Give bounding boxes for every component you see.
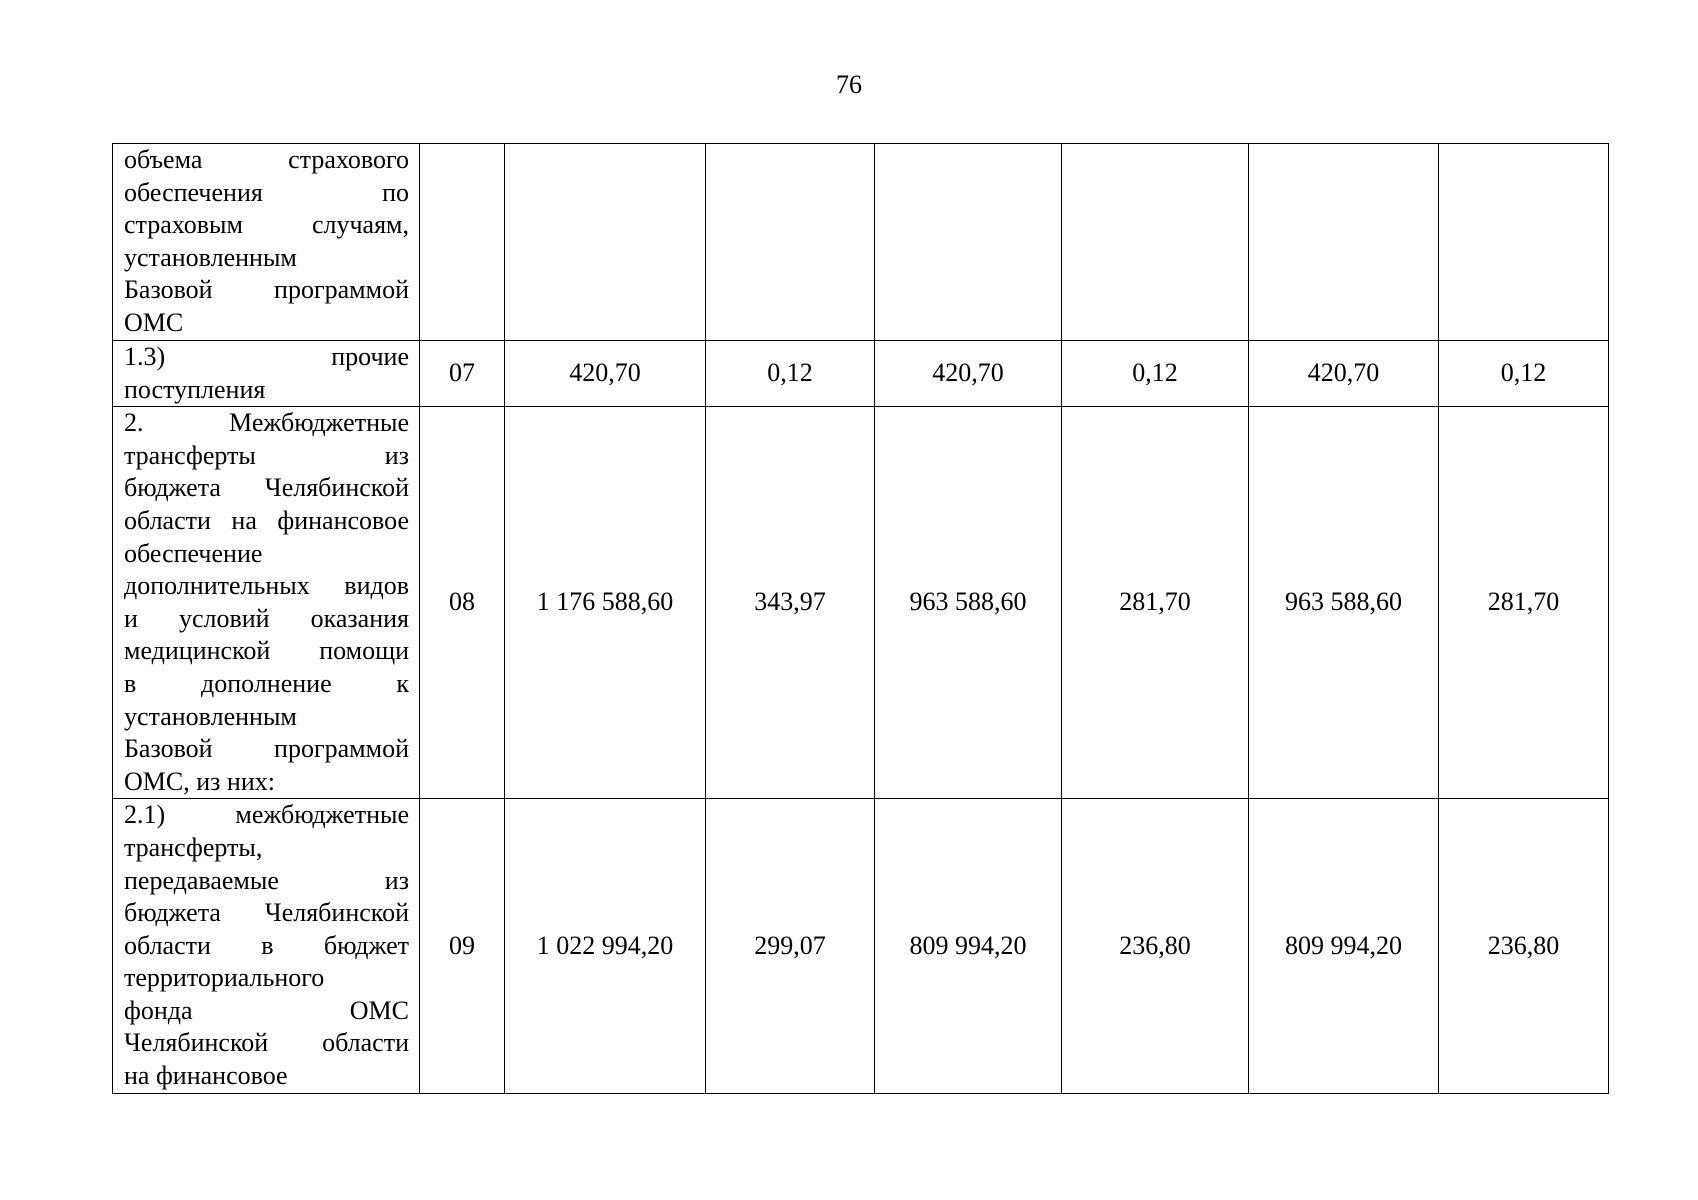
row-name-line: обеспечения по <box>124 177 409 207</box>
row-value-cell: 281,70 <box>1062 407 1249 799</box>
table-body <box>113 144 1609 1094</box>
row-code-cell: 09 <box>420 799 505 1094</box>
row-value-cell <box>1062 144 1249 341</box>
row-value-cell: 809 994,20 <box>875 799 1062 1094</box>
row-value-cell: 420,70 <box>1249 341 1439 407</box>
row-code-cell: 08 <box>420 407 505 799</box>
row-value-cell: 963 588,60 <box>1249 407 1439 799</box>
row-name-cell <box>113 407 420 799</box>
row-name-line: области на финансовое <box>124 505 409 535</box>
row-name-line: ОМС <box>124 307 184 337</box>
row-name-line: 1.3) прочие <box>124 342 409 371</box>
row-name-line: дополнительных видов <box>124 571 409 601</box>
row-value-cell: 0,12 <box>1062 341 1249 407</box>
row-value-cell: 1 176 588,60 <box>505 407 706 799</box>
row-name-cell <box>113 341 420 407</box>
row-name-line: установленным <box>124 242 297 272</box>
row-value-cell: 236,80 <box>1439 799 1609 1094</box>
row-name-cell <box>113 144 420 341</box>
row-name-line: на финансовое <box>124 1061 288 1091</box>
row-name-line: трансферты из <box>124 440 409 470</box>
table-row <box>113 799 1609 1094</box>
row-name-cell <box>113 799 420 1094</box>
row-name-line: и условий оказания <box>124 603 409 633</box>
row-value-cell: 963 588,60 <box>875 407 1062 799</box>
row-code-cell <box>420 144 505 341</box>
row-name-line: ОМС, из них: <box>124 766 275 796</box>
row-value-cell <box>1249 144 1439 341</box>
row-value-cell <box>706 144 875 341</box>
row-name-line: 2. Межбюджетные <box>124 408 409 438</box>
row-name-line: Базовой программой <box>124 275 409 305</box>
row-value-cell <box>505 144 706 341</box>
row-name-line: страховым случаям, <box>124 210 409 240</box>
row-value-cell <box>1439 144 1609 341</box>
row-value-cell: 281,70 <box>1439 407 1609 799</box>
row-value-cell: 236,80 <box>1062 799 1249 1094</box>
row-value-cell: 0,12 <box>1439 341 1609 407</box>
budget-table <box>112 143 1609 1094</box>
row-value-cell: 809 994,20 <box>1249 799 1439 1094</box>
row-name-line: в дополнение к <box>124 668 409 698</box>
row-name-line: поступления <box>124 374 266 404</box>
row-value-cell: 343,97 <box>706 407 875 799</box>
row-value-cell: 420,70 <box>505 341 706 407</box>
row-value-cell: 299,07 <box>706 799 875 1094</box>
row-code-cell: 07 <box>420 341 505 407</box>
row-name-line: территориального <box>124 963 325 993</box>
row-name-line: 2.1) межбюджетные <box>124 800 409 830</box>
table-row <box>113 407 1609 799</box>
row-name-line: бюджета Челябинской <box>124 473 409 503</box>
row-value-cell <box>875 144 1062 341</box>
row-name-line: установленным <box>124 701 297 731</box>
page-number: 76 <box>836 70 862 99</box>
row-name-line: обеспечение <box>124 538 263 568</box>
row-name-line: фонда ОМС <box>124 995 409 1025</box>
row-name-line: Челябинской области <box>124 1028 409 1058</box>
row-value-cell: 420,70 <box>875 341 1062 407</box>
row-name-line: области в бюджет <box>124 930 409 960</box>
row-value-cell: 1 022 994,20 <box>505 799 706 1094</box>
row-name-line: трансферты, <box>124 832 263 862</box>
row-name-line: Базовой программой <box>124 734 409 764</box>
table-row <box>113 341 1609 407</box>
row-value-cell: 0,12 <box>706 341 875 407</box>
row-name-line: бюджета Челябинской <box>124 898 409 928</box>
row-name-line: медицинской помощи <box>124 636 409 666</box>
row-name-line: передаваемые из <box>124 865 409 895</box>
row-name-line: объема страхового <box>124 145 409 174</box>
table-row <box>113 144 1609 341</box>
